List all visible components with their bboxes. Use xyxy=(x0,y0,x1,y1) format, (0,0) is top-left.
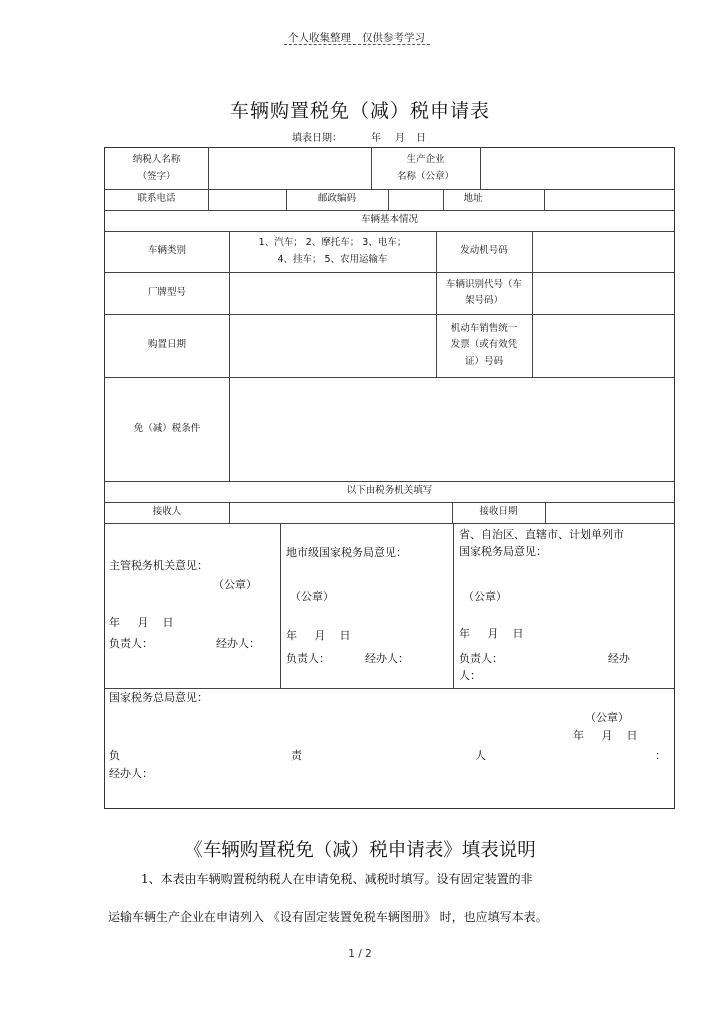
page-number: 1 / 2 xyxy=(348,948,372,960)
instructions-line-2: 运输车辆生产企业在申请列入 《设有固定装置免税车辆图册》 时，也应填写本表。 xyxy=(108,910,548,924)
form-title: 车辆购置税免（减）税申请表 xyxy=(229,100,490,122)
state-admin-responsible-colon: ： xyxy=(655,749,666,762)
fill-date-year: 年 xyxy=(371,133,381,144)
fill-date-month: 月 xyxy=(395,133,405,144)
header-right-text: 仅供参考学习 xyxy=(362,32,425,44)
application-form-table xyxy=(104,147,675,809)
postcode-label: 邮政编码 xyxy=(317,193,356,205)
vehicle-type-label: 车辆类别 xyxy=(147,245,186,257)
col-rule xyxy=(229,502,230,523)
invoice-number-label: 机动车销售统一 发票（或有效凭 证）号码 xyxy=(450,323,518,367)
col-rule xyxy=(545,502,546,523)
vehicle-type-options: 1、汽车； 2、摩托车； 3、电车； 4、挂车； 5、农用运输车 xyxy=(258,237,407,265)
header-left-text: 个人收集整理 xyxy=(288,32,351,44)
city-office-signatures: 负责人： 经办人： xyxy=(286,652,409,665)
phone-label: 联系电话 xyxy=(137,193,176,205)
city-office-date: 年 月 日 xyxy=(286,629,351,642)
col-rule xyxy=(280,523,281,688)
local-office-seal: （公章） xyxy=(213,578,257,591)
province-office-seal: （公章） xyxy=(463,590,507,603)
state-admin-seal: （公章） xyxy=(585,711,629,724)
exemption-condition-label: 免（减）税条件 xyxy=(133,422,201,434)
col-rule xyxy=(453,523,454,688)
vin-label: 车辆识别代号（车 架号码） xyxy=(445,278,522,306)
receiver-label: 接收人 xyxy=(152,506,182,518)
state-admin-responsible-2: 责 xyxy=(291,749,302,762)
city-office-opinion: 地市级国家税务局意见： xyxy=(286,546,407,559)
address-label: 地址 xyxy=(463,193,483,205)
receive-date-label: 接收日期 xyxy=(479,506,518,518)
model-label: 厂牌型号 xyxy=(147,286,186,298)
city-office-seal: （公章） xyxy=(290,590,334,603)
province-office-date: 年 月 日 xyxy=(459,627,524,640)
manufacturer-label: 生产企业 名称（公章） xyxy=(396,154,454,182)
state-admin-responsible-3: 人 xyxy=(475,749,486,762)
state-admin-opinion: 国家税务总局意见： xyxy=(109,691,208,704)
row-rule xyxy=(105,688,674,689)
state-admin-date: 年 月 日 xyxy=(573,729,638,742)
purchase-date-label: 购置日期 xyxy=(147,339,186,351)
province-office-signatures: 负责人： 经办 人： xyxy=(459,652,630,682)
col-rule xyxy=(480,148,481,189)
fill-date-label: 填表日期： xyxy=(292,133,342,144)
header-dashed-rule xyxy=(284,44,430,45)
instructions-title: 《车辆购置税免（减）税申请表》填表说明 xyxy=(184,840,536,861)
state-admin-handler: 经办人： xyxy=(109,767,153,780)
vehicle-section-heading: 车辆基本情况 xyxy=(360,214,418,226)
col-rule xyxy=(208,148,209,210)
col-rule xyxy=(388,189,389,210)
engine-number-label: 发动机号码 xyxy=(460,245,508,257)
local-office-signatures: 负责人： 经办人： xyxy=(109,637,260,650)
state-admin-responsible-1: 负 xyxy=(109,749,120,762)
col-rule xyxy=(532,231,533,377)
local-office-date: 年 月 日 xyxy=(109,616,174,629)
row-rule xyxy=(105,523,674,524)
fill-date-day: 日 xyxy=(416,133,426,144)
province-office-opinion: 省、自治区、直辖市、计划单列市 国家税务局意见： xyxy=(459,528,624,558)
tax-office-section-heading: 以下由税务机关填写 xyxy=(346,485,433,497)
instructions-line-1: 1、本表由车辆购置税纳税人在申请免税、减税时填写。设有固定装置的非 xyxy=(141,872,533,886)
col-rule xyxy=(544,189,545,210)
local-office-opinion: 主管税务机关意见： xyxy=(109,559,208,572)
taxpayer-name-label: 纳税人名称 （签字） xyxy=(132,154,181,182)
